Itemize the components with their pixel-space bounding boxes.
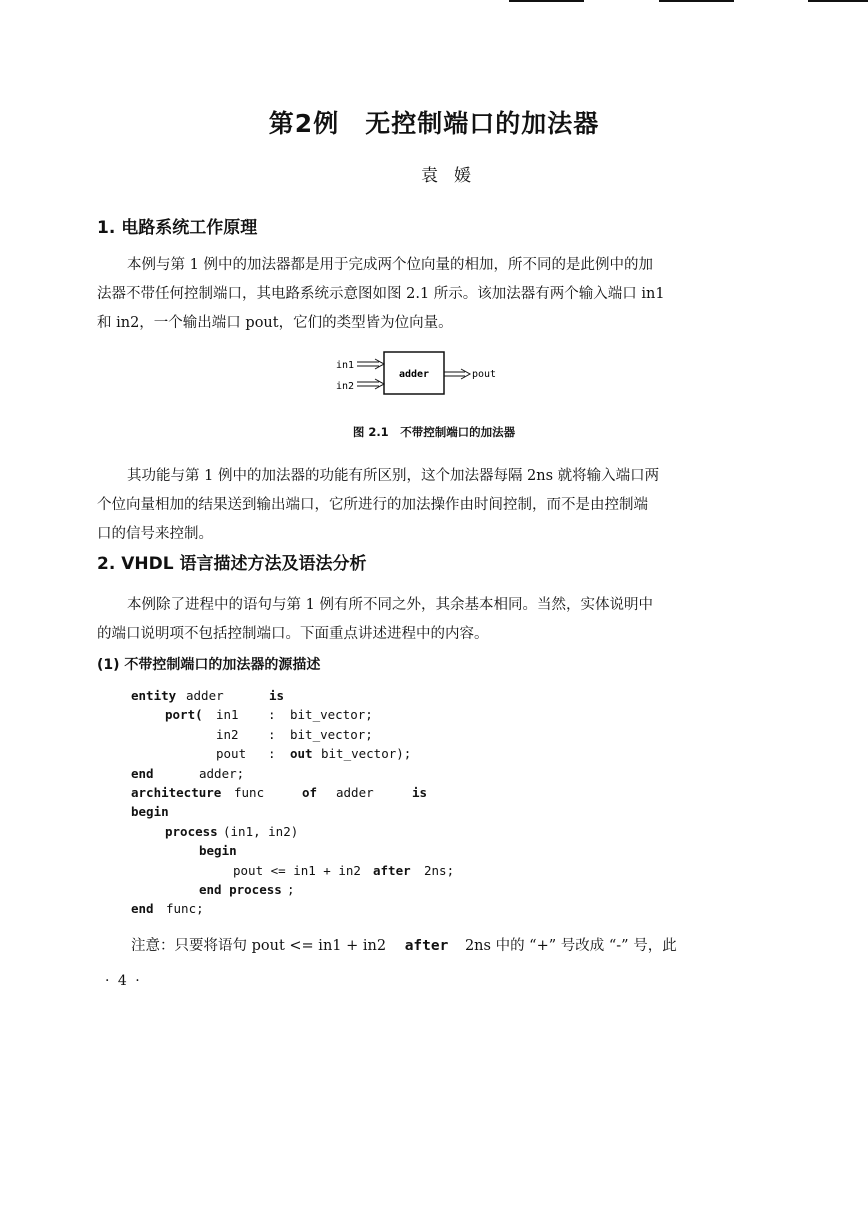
code-text: ; (287, 881, 295, 897)
code-line (131, 686, 285, 705)
code-text: func (234, 784, 265, 800)
adder-block-label: adder (398, 369, 430, 380)
paragraph-line: 的端口说明项不包括控制端口。下面重点讲述进程中的内容。 (97, 626, 489, 642)
header-rule-2 (659, 0, 734, 2)
paragraph-line: 法器不带任何控制端口，其电路系统示意图如图 2.1 所示。该加法器有两个输入端口 in1 (97, 286, 665, 302)
code-line (131, 822, 299, 841)
code-text: pout (216, 746, 247, 762)
page-title: 第2例 无控制端口的加法器 (268, 109, 600, 138)
vhdl-code-block (131, 686, 455, 919)
code-text: in2 (216, 726, 239, 742)
code-keyword: end (131, 765, 154, 781)
author: 袁媛 (421, 166, 487, 186)
code-keyword: is (269, 688, 285, 703)
paragraph-line: 个位向量相加的结果送到输出端口，它所进行的加法操作由时间控制，而不是由控制端 (97, 497, 648, 513)
note-text: 2ns 中的 “+” 号改成 “-” 号，此 (464, 938, 677, 954)
input-arrow-in1 (357, 359, 384, 369)
code-keyword: out (290, 746, 313, 762)
code-line (131, 880, 295, 899)
input-label-in1: in1 (336, 360, 355, 371)
code-text: adder; (199, 765, 245, 781)
code-keyword: begin (199, 843, 237, 859)
code-keyword: end process (199, 881, 282, 897)
page-number: · 4 · (105, 973, 142, 989)
code-keyword: after (373, 862, 411, 878)
code-keyword: port( (165, 707, 203, 723)
output-arrow-pout (444, 369, 470, 379)
code-text: adder (336, 784, 374, 800)
figure-caption: 图 2.1 不带控制端口的加法器 (352, 425, 516, 439)
input-arrow-in2 (357, 379, 384, 389)
code-text: : (268, 707, 276, 723)
code-text: : (268, 726, 276, 742)
paragraph-line: 本例与第 1 例中的加法器都是用于完成两个位向量的相加，所不同的是此例中的加 (127, 257, 653, 273)
output-label-pout: pout (472, 369, 497, 380)
code-line (131, 744, 412, 763)
code-text: bit_vector; (290, 707, 373, 723)
code-line (131, 841, 237, 860)
note-text: 注意：只要将语句 pout <= in1 + in2 (131, 938, 387, 954)
code-text: (in1, in2) (223, 823, 299, 839)
code-text: pout <= in1 + in2 (233, 862, 361, 878)
code-keyword: of (302, 784, 318, 800)
header-rule-3 (808, 0, 868, 2)
section-1-heading: 1. 电路系统工作原理 (97, 218, 258, 238)
code-keyword: begin (131, 804, 169, 820)
code-line (131, 899, 204, 918)
code-line (131, 764, 245, 783)
input-label-in2: in2 (336, 381, 355, 392)
adder-diagram (330, 348, 520, 398)
section-1-paragraph (97, 251, 742, 338)
note-keyword: after (404, 938, 449, 954)
code-keyword: process (165, 823, 218, 839)
note-line (131, 934, 677, 955)
code-line (131, 705, 373, 724)
paragraph-line: 本例除了进程中的语句与第 1 例有所不同之外，其余基本相同。当然，实体说明中 (127, 597, 653, 613)
section-2-paragraph (97, 591, 742, 649)
code-keyword: end (131, 901, 154, 917)
code-keyword: architecture (131, 784, 222, 800)
code-text: 2ns; (424, 862, 455, 878)
section-1-paragraph-2 (97, 462, 742, 549)
paragraph-line: 口的信号来控制。 (97, 526, 213, 542)
code-text: bit_vector); (321, 746, 412, 762)
code-keyword: entity (131, 688, 177, 703)
code-keyword: is (412, 784, 428, 800)
code-line (131, 802, 169, 821)
code-text: in1 (216, 707, 239, 723)
code-text: bit_vector; (290, 726, 373, 742)
code-line (131, 861, 455, 880)
section-2-heading: 2. VHDL 语言描述方法及语法分析 (97, 554, 367, 574)
code-line (131, 725, 373, 744)
header-rule-1 (509, 0, 584, 2)
code-line (131, 783, 428, 802)
code-text: : (268, 746, 276, 762)
subsection-heading: (1) 不带控制端口的加法器的源描述 (97, 657, 321, 673)
code-text: func; (166, 901, 204, 917)
code-text: adder (186, 688, 224, 703)
paragraph-line: 和 in2，一个输出端口 pout，它们的类型皆为位向量。 (97, 315, 453, 331)
paragraph-line: 其功能与第 1 例中的加法器的功能有所区别，这个加法器每隔 2ns 就将输入端口两 (127, 468, 660, 484)
